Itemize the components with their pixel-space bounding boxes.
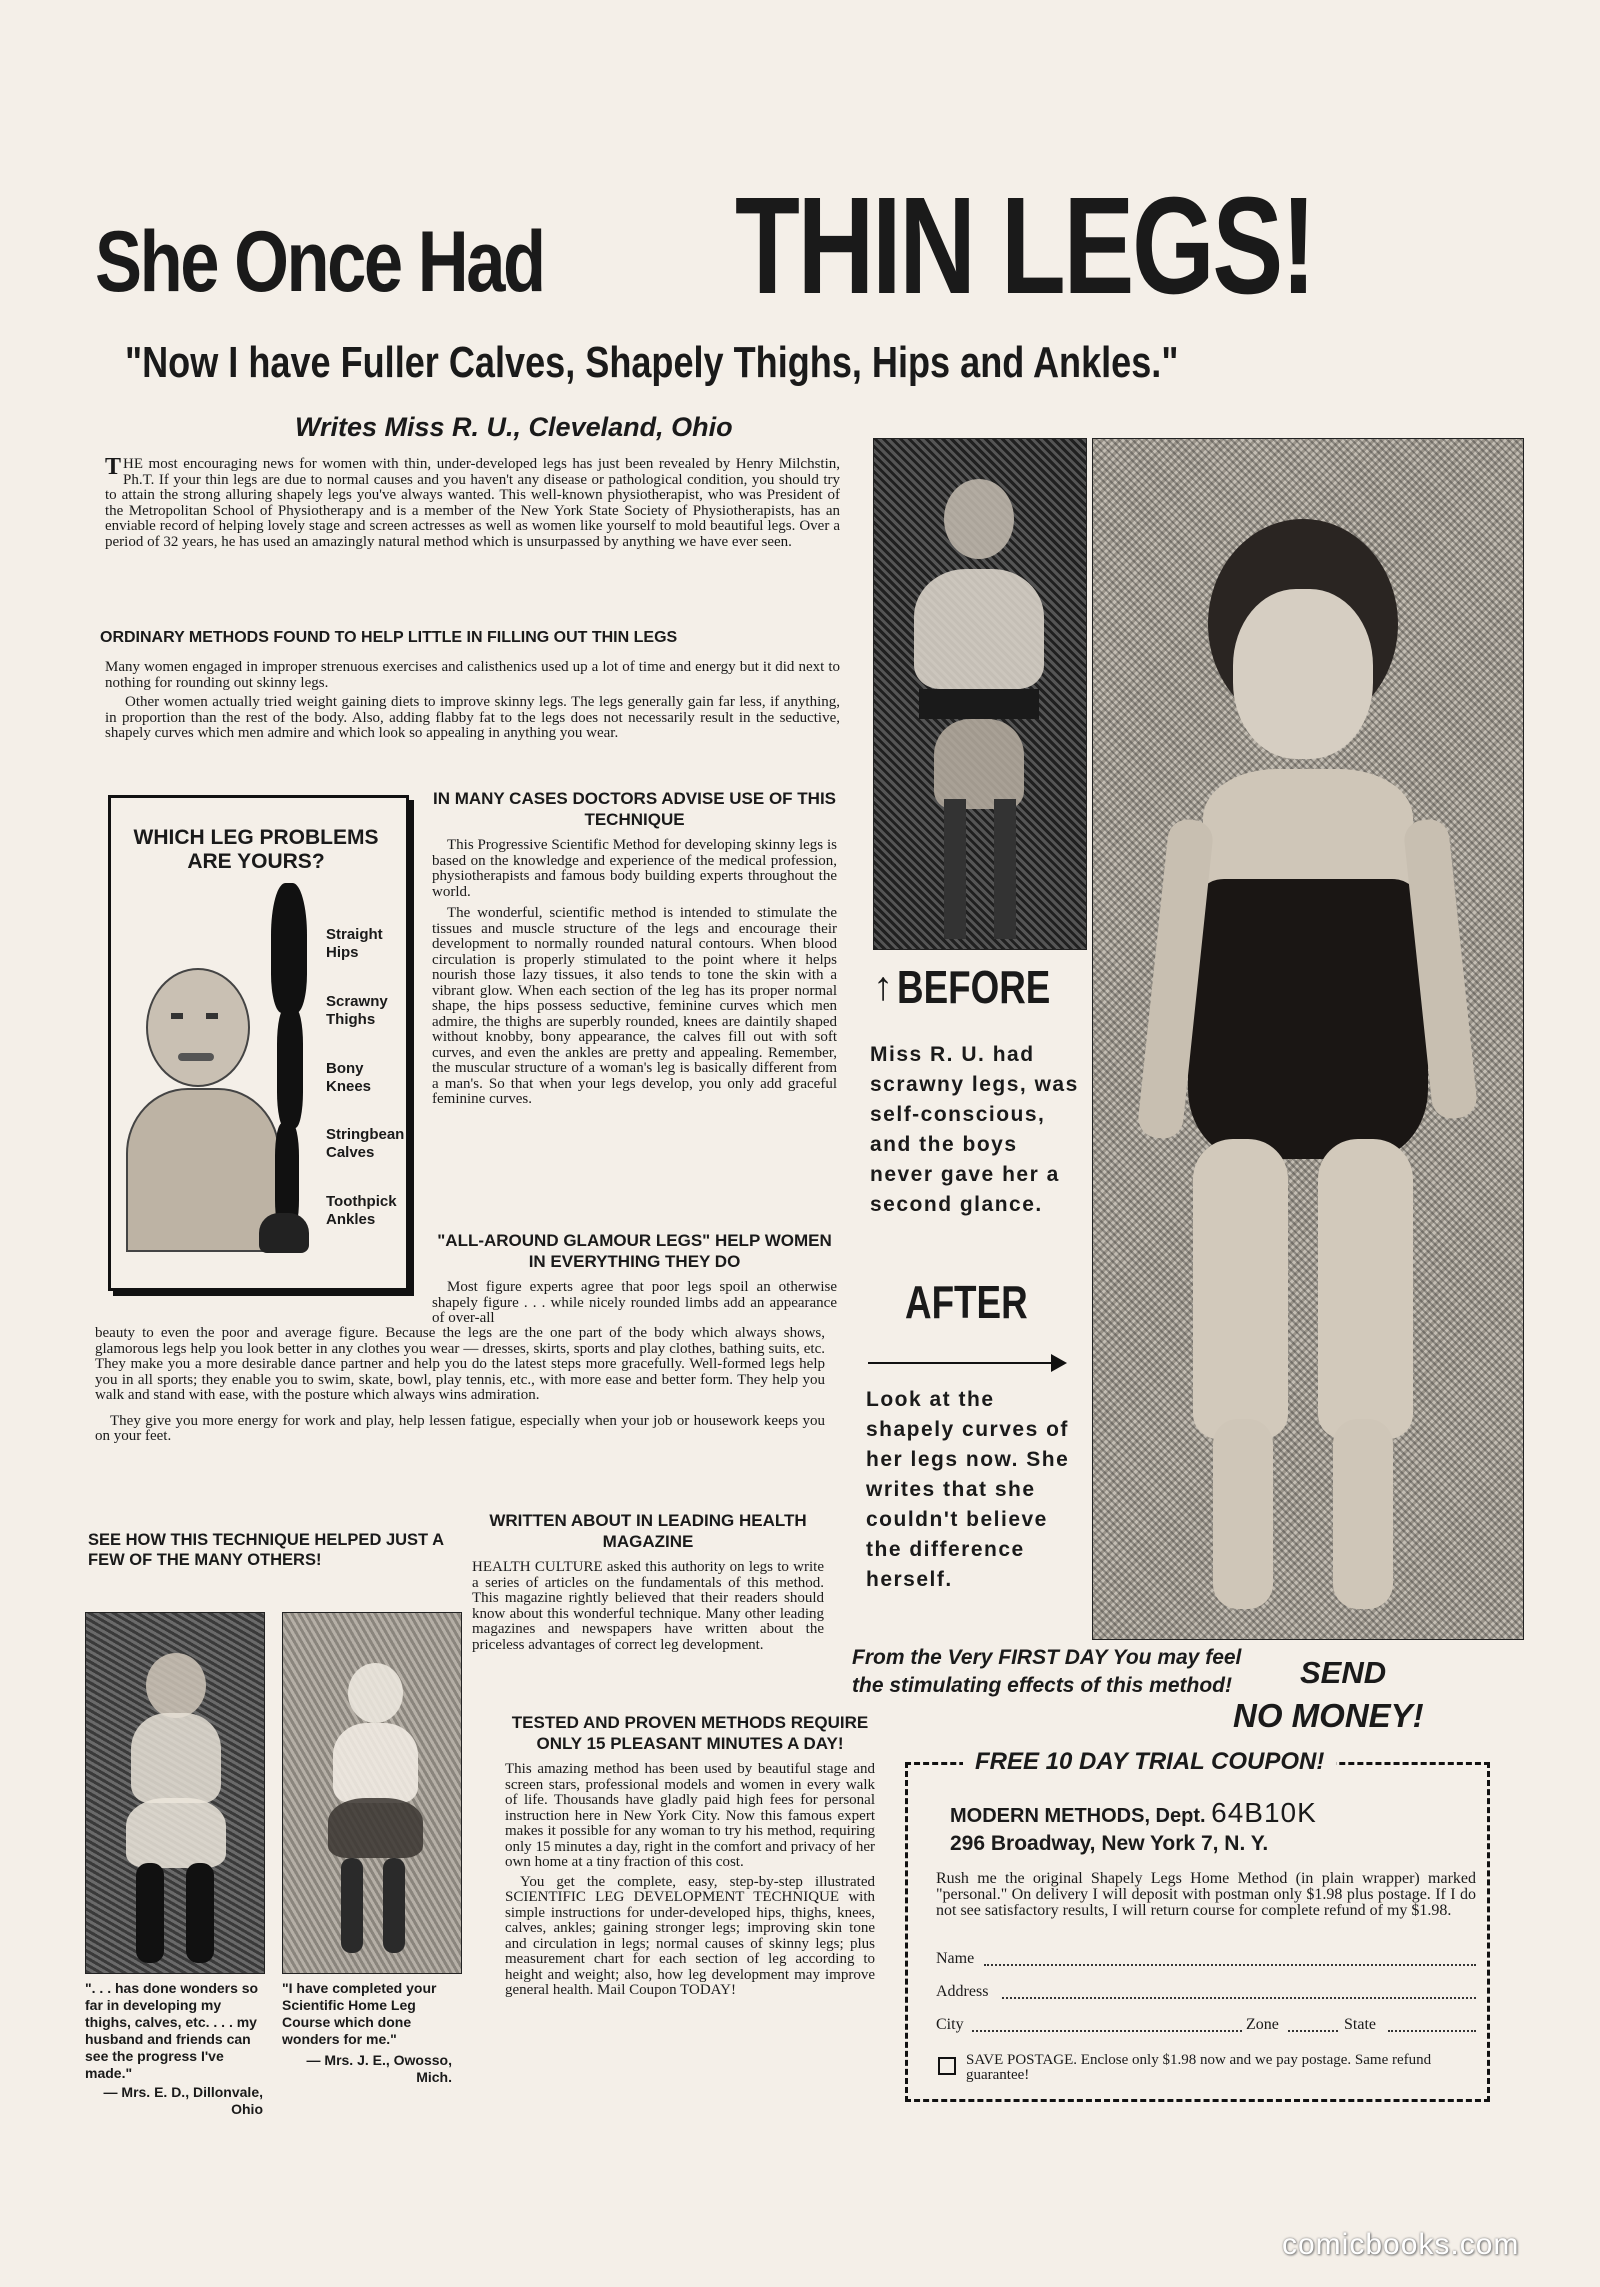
coupon-address-field[interactable] xyxy=(936,1983,1476,2005)
intro-paragraph xyxy=(105,454,840,550)
coupon-company-name: MODERN METHODS, Dept. xyxy=(950,1805,1206,1827)
arrow-right-icon xyxy=(868,1362,1063,1364)
headline xyxy=(95,140,1545,323)
before-caption: Miss R. U. had scrawny legs, was self-conscious, and the boys never gave her a second glance. xyxy=(870,1043,1079,1216)
headline-quote: "Now I have Fuller Calves, Shapely Thighs, Hips and Ankles." xyxy=(125,338,1179,387)
coupon-zone-field[interactable] xyxy=(1288,2030,1338,2032)
section2-p1: This Progressive Scientific Method for developing skinny legs is based on the knowledge and experience of the medical profession, physiotherapists and famous body building experts throughout the world. xyxy=(432,837,837,900)
testimonial-1 xyxy=(85,1980,263,2118)
drop-cap: T xyxy=(105,454,122,480)
coupon xyxy=(905,1748,1490,2102)
coupon-dept-code: 64B10K xyxy=(1211,1797,1317,1828)
section4 xyxy=(472,1510,824,1653)
coupon-address-label: Address xyxy=(936,1983,989,2000)
leg-label-calves: Stringbean Calves xyxy=(326,1126,405,1161)
arrow-up-icon: ↑ xyxy=(873,964,893,1009)
section3-heading: "ALL-AROUND GLAMOUR LEGS" HELP WOMEN IN EVERYTHING THEY DO xyxy=(437,1231,832,1271)
testimonial-2 xyxy=(282,1980,452,2086)
coupon-state-label: State xyxy=(1344,2016,1376,2033)
intro-text: HE most encouraging news for women with thin, under-developed legs has just been revealed by Henry Milchstin, Ph.T. If your thin legs are due to normal causes and you haven't any disease or pathological condition, you should try to attain the strong alluring shapely legs you've always wanted. This well-known physiotherapist, who was President of the Metropolitan School of Physiotherapy and is a member of the New York State Society of Physiotherapists, has an enviable record of helping lovely stage and screen actresses as well as women like yourself to mold beautiful legs. Over a period of 32 years, he has used an amazingly natural method which is unsurpassed by anything we have ever seen. xyxy=(105,456,840,550)
coupon-name-label: Name xyxy=(936,1950,975,1967)
section5 xyxy=(505,1712,875,1999)
section4-p1: HEALTH CULTURE asked this authority on legs to write a series of articles on the fundamentals of this method. This magazine rightly believed that their readers should know about this wonderful technique. Many other leading magazines and newspapers have written about the priceless advantages of correct leg development. xyxy=(472,1559,824,1653)
first-day-text: From the Very FIRST DAY You may feel the stimulating effects of this method! xyxy=(852,1646,1242,1697)
coupon-state-field[interactable] xyxy=(1388,2030,1476,2032)
leg-label-thighs: Scrawny Thighs xyxy=(326,993,388,1028)
before-label-text: BEFORE xyxy=(897,961,1051,1013)
coupon-city-field[interactable] xyxy=(972,2030,1242,2032)
coupon-name-field[interactable] xyxy=(936,1950,1476,1972)
after-photo xyxy=(1092,438,1524,1640)
section3-p2: They give you more energy for work and play, help lessen fatigue, especially when your job or housework keeps you on your feet. xyxy=(95,1412,825,1444)
before-label xyxy=(873,960,1089,1014)
coupon-city-label: City xyxy=(936,2016,964,2033)
testimonial-1-quote: ". . . has done wonders so far in developing my thighs, calves, etc. . . . my husband and friends can see the progress I've made." xyxy=(85,1980,259,2081)
leg-problems-box xyxy=(108,795,409,1291)
section5-p2: You get the complete, easy, step-by-step illustrated SCIENTIFIC LEG DEVELOPMENT TECHNIQUE with simple instructions for under-developed hips, thighs, knees, calves, ankles; gaining stronger legs; improving skin tone and circulation in legs; normal causes of skinny legs; plus measurement chart for each section of leg according to height and weight; also, how leg development may improve general health. Mail Coupon TODAY! xyxy=(505,1873,875,1998)
headline-part1: She Once Had xyxy=(95,214,544,310)
coupon-title: FREE 10 DAY TRIAL COUPON! xyxy=(963,1748,1336,1776)
testimonial-2-author: — Mrs. J. E., Owosso, Mich. xyxy=(306,2052,452,2085)
leg-label-hips: Straight Hips xyxy=(326,926,383,961)
section2-p2: The wonderful, scientific method is intended to stimulate the tissues and muscle structure of the legs and encourage their development to normally rounded natural contours. When blood circulation is properly stimulated to the point where it helps nourish those lazy tissues, it also tends to tone the skin with a vibrant glow. When each section of the leg has its proper normal shape, the hips possess seductive, feminine curves which men admire, the thighs are superbly rounded, knees are daintily shaped without knobby, bony appearance, the calves fill out with soft curves, and even the ankles are pretty and appealing. Remember, the muscular structure of a woman's leg is basically different from a man's. So that when your legs develop, you only add graceful feminine curves. xyxy=(432,905,837,1107)
no-money-text: NO MONEY! xyxy=(1233,1697,1424,1734)
save-postage-text: SAVE POSTAGE. Enclose only $1.98 now and we pay postage. Same refund guarantee! xyxy=(966,2052,1432,2083)
section2 xyxy=(432,788,837,1108)
leg-illustration xyxy=(251,883,321,1273)
after-caption: Look at the shapely curves of her legs now. She writes that she couldn't believe the difference herself. xyxy=(866,1388,1070,1591)
coupon-city-row xyxy=(936,2016,1476,2038)
watermark: comicbooks.com xyxy=(1282,2228,1520,2261)
section1-heading: ORDINARY METHODS FOUND TO HELP LITTLE IN FILLING OUT THIN LEGS xyxy=(100,629,678,646)
section3-p1a: Most figure experts agree that poor legs spoil an otherwise shapely figure . . . while nicely rounded limbs add an appearance of over-all xyxy=(432,1279,837,1326)
section5-p1: This amazing method has been used by beautiful stage and screen stars, professional models and women in every walk of life. Thousands have gladly paid high fees for personal instruction here in New York City. Now this famous expert makes it possible for any woman to try his method, requiring only 15 minutes a day, right in the comfort and privacy of her own home at a tiny fraction of this cost. xyxy=(505,1761,875,1870)
after-label: AFTER xyxy=(905,1276,1028,1328)
section3-continued xyxy=(95,1326,825,1445)
testimonial-1-author: — Mrs. E. D., Dillonvale, Ohio xyxy=(103,2084,263,2117)
section3-p1b: beauty to even the poor and average figure. Because the legs are the one part of the body which always shows, glamorous legs help you look better in any clothes you wear — dresses, skirts, sports and play clothes, bathing suits, etc. They make you a more desirable dance partner and help you do the latest steps more gracefully. Well-formed legs help you in all sports; they enable you to swim, skate, bowl, play tennis, etc., with more ease and better form. They help you walk and stand with ease, with the posture which always wins admiration. xyxy=(95,1325,825,1403)
section4-heading: WRITTEN ABOUT IN LEADING HEALTH MAGAZINE xyxy=(489,1511,807,1551)
coupon-zone-label: Zone xyxy=(1246,2016,1279,2033)
section1-p1: Many women engaged in improper strenuous exercises and calisthenics used up a lot of time and energy but it did next to nothing for rounding out skinny legs. xyxy=(105,659,840,691)
testimonial-2-quote: "I have completed your Scientific Home Leg Course which done wonders for me." xyxy=(282,1980,437,2047)
leg-problems-title: WHICH LEG PROBLEMS ARE YOURS? xyxy=(133,826,379,873)
coupon-company xyxy=(950,1797,1317,1829)
section5-heading: TESTED AND PROVEN METHODS REQUIRE ONLY 15 PLEASANT MINUTES A DAY! xyxy=(511,1713,869,1753)
testimonial-photo-1 xyxy=(85,1612,265,1974)
section1-body xyxy=(105,660,840,742)
section3 xyxy=(432,1230,837,1327)
leg-label-knees: Bony Knees xyxy=(326,1060,372,1095)
section1-p2: Other women actually tried weight gaining diets to improve skinny legs. The legs generally gain far less, if anything, in proportion than the rest of the body. Also, adding flabby fat to the legs does not necessarily result in the seductive, shapely curves which men admire and which look so appealing in anything you wear. xyxy=(105,694,840,741)
testimonial-photo-2 xyxy=(282,1612,462,1974)
byline: Writes Miss R. U., Cleveland, Ohio xyxy=(295,412,733,442)
before-photo xyxy=(873,438,1087,950)
leg-label-ankles: Toothpick Ankles xyxy=(326,1193,397,1228)
coupon-body: Rush me the original Shapely Legs Home Method (in plain wrapper) marked "personal." On delivery I will deposit with postman only $1.98 plus postage. If I do not see satisfactory results, I will return course for complete refund of my $1.98. xyxy=(936,1870,1476,1919)
send-text: SEND xyxy=(1300,1655,1387,1690)
coupon-address: 296 Broadway, New York 7, N. Y. xyxy=(950,1832,1269,1855)
section2-heading: IN MANY CASES DOCTORS ADVISE USE OF THIS TECHNIQUE xyxy=(432,789,837,829)
save-postage-checkbox[interactable] xyxy=(938,2057,956,2075)
testimonials-heading: SEE HOW THIS TECHNIQUE HELPED JUST A FEW OF THE MANY OTHERS! xyxy=(88,1531,444,1569)
headline-part2: THIN LEGS! xyxy=(735,169,1315,323)
